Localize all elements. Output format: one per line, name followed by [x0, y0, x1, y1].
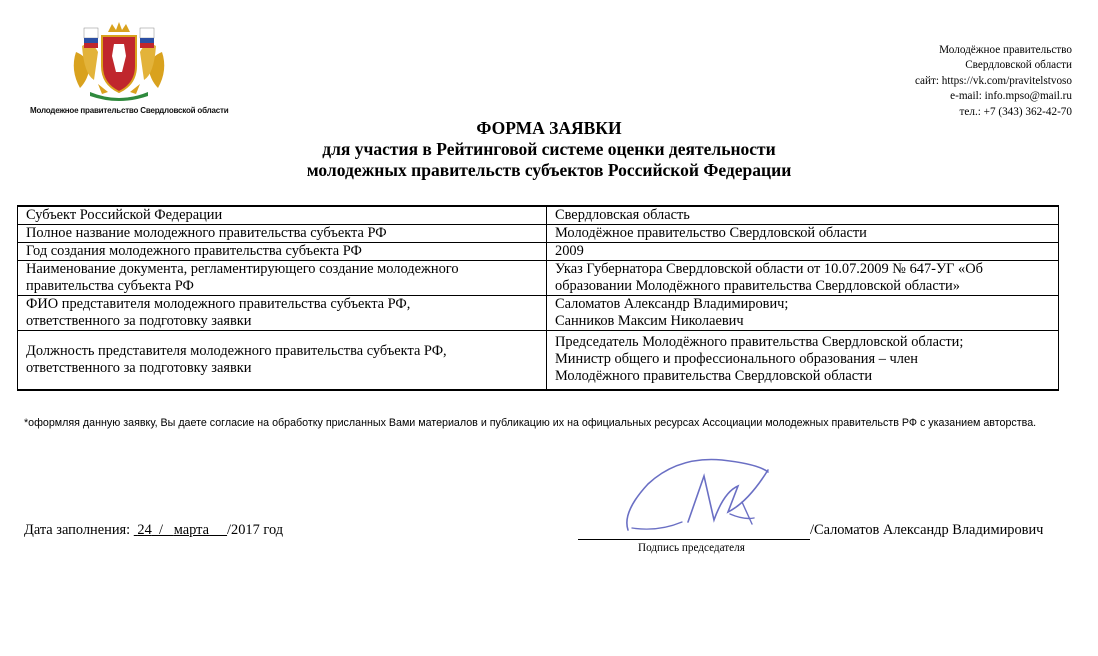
- row-label: Полное название молодежного правительства субъекта РФ: [18, 225, 547, 243]
- row-value: 2009: [547, 243, 1059, 261]
- row-value-line: Председатель Молодёжного правительства Свердловской области;: [555, 334, 964, 350]
- page-title: [0, 118, 1098, 181]
- org-name: Молодёжное правительство: [939, 44, 1072, 56]
- row-value-line: Указ Губернатора Свердловской области от 10.07.2009 № 647-УГ «Об: [555, 261, 983, 277]
- row-value-line: Министр общего и профессионального образования – член: [555, 351, 918, 367]
- table-row: [18, 261, 1059, 296]
- table-row: [18, 331, 1059, 391]
- table-row: [18, 296, 1059, 331]
- row-value-line: Санников Максим Николаевич: [555, 313, 744, 329]
- table-row: [18, 243, 1059, 261]
- date-day-month: 24 / марта: [137, 522, 210, 538]
- date-day: 24: [137, 522, 152, 538]
- row-label-line: Должность представителя молодежного правительства субъекта РФ,: [26, 343, 447, 359]
- row-value: [547, 331, 1059, 391]
- signature-caption: Подпись председателя: [638, 542, 745, 554]
- table-row: [18, 206, 1059, 225]
- row-value: [547, 261, 1059, 296]
- row-label-line: ответственного за подготовку заявки: [26, 360, 252, 376]
- title-line-1: ФОРМА ЗАЯВКИ: [476, 118, 622, 138]
- logo-caption: Молодежное правительство Свердловской области: [30, 106, 229, 115]
- date-year: /2017 год: [227, 522, 284, 538]
- row-value-line: образовании Молодёжного правительства Свердловской области»: [555, 278, 960, 294]
- consent-note: *оформляя данную заявку, Вы даете согласие на обработку присланных Вами материалов и публикацию их на официальных ресурсах Ассоциации молодежных правительств РФ с указанием авторства.: [24, 417, 1037, 429]
- application-form-table: [17, 205, 1059, 391]
- signature-line: [578, 539, 810, 540]
- row-label: Субъект Российской Федерации: [18, 206, 547, 225]
- organization-logo: [28, 22, 229, 120]
- contact-block: [915, 43, 1072, 120]
- table-row: [18, 225, 1059, 243]
- date-month: марта: [173, 522, 210, 538]
- handwritten-signature: [618, 442, 798, 542]
- phone-number: тел.: +7 (343) 362-42-70: [959, 105, 1072, 118]
- org-region: Свердловской области: [965, 59, 1072, 72]
- title-line-3: молодежных правительств субъектов Российской Федерации: [306, 160, 792, 180]
- title-line-2: для участия в Рейтинговой системе оценки деятельности: [322, 139, 776, 159]
- date-prefix: Дата заполнения:: [24, 522, 131, 538]
- fill-date: [24, 522, 283, 539]
- row-label-line: ответственного за подготовку заявки: [26, 313, 252, 329]
- row-value: Свердловская область: [547, 206, 1059, 225]
- coat-of-arms-icon: [68, 22, 170, 104]
- website-link[interactable]: сайт: https://vk.com/pravitelstvoso: [914, 74, 1072, 87]
- row-label: [18, 331, 547, 391]
- row-value-line: Саломатов Александр Владимирович;: [555, 296, 789, 312]
- row-label-line: Наименование документа, регламентирующего создание молодежного: [26, 261, 459, 277]
- row-label: [18, 261, 547, 296]
- signer-name: /Саломатов Александр Владимирович: [810, 522, 1044, 538]
- email-link[interactable]: e-mail: info.mpso@mail.ru: [950, 90, 1072, 103]
- row-label-line: правительства субъекта РФ: [26, 278, 194, 294]
- row-value: [547, 296, 1059, 331]
- row-value-line: Молодёжного правительства Свердловской области: [555, 368, 873, 384]
- row-label: [18, 296, 547, 331]
- row-value: Молодёжное правительство Свердловской области: [547, 225, 1059, 243]
- row-label: Год создания молодежного правительства субъекта РФ: [18, 243, 547, 261]
- row-label-line: ФИО представителя молодежного правительства субъекта РФ,: [26, 296, 411, 312]
